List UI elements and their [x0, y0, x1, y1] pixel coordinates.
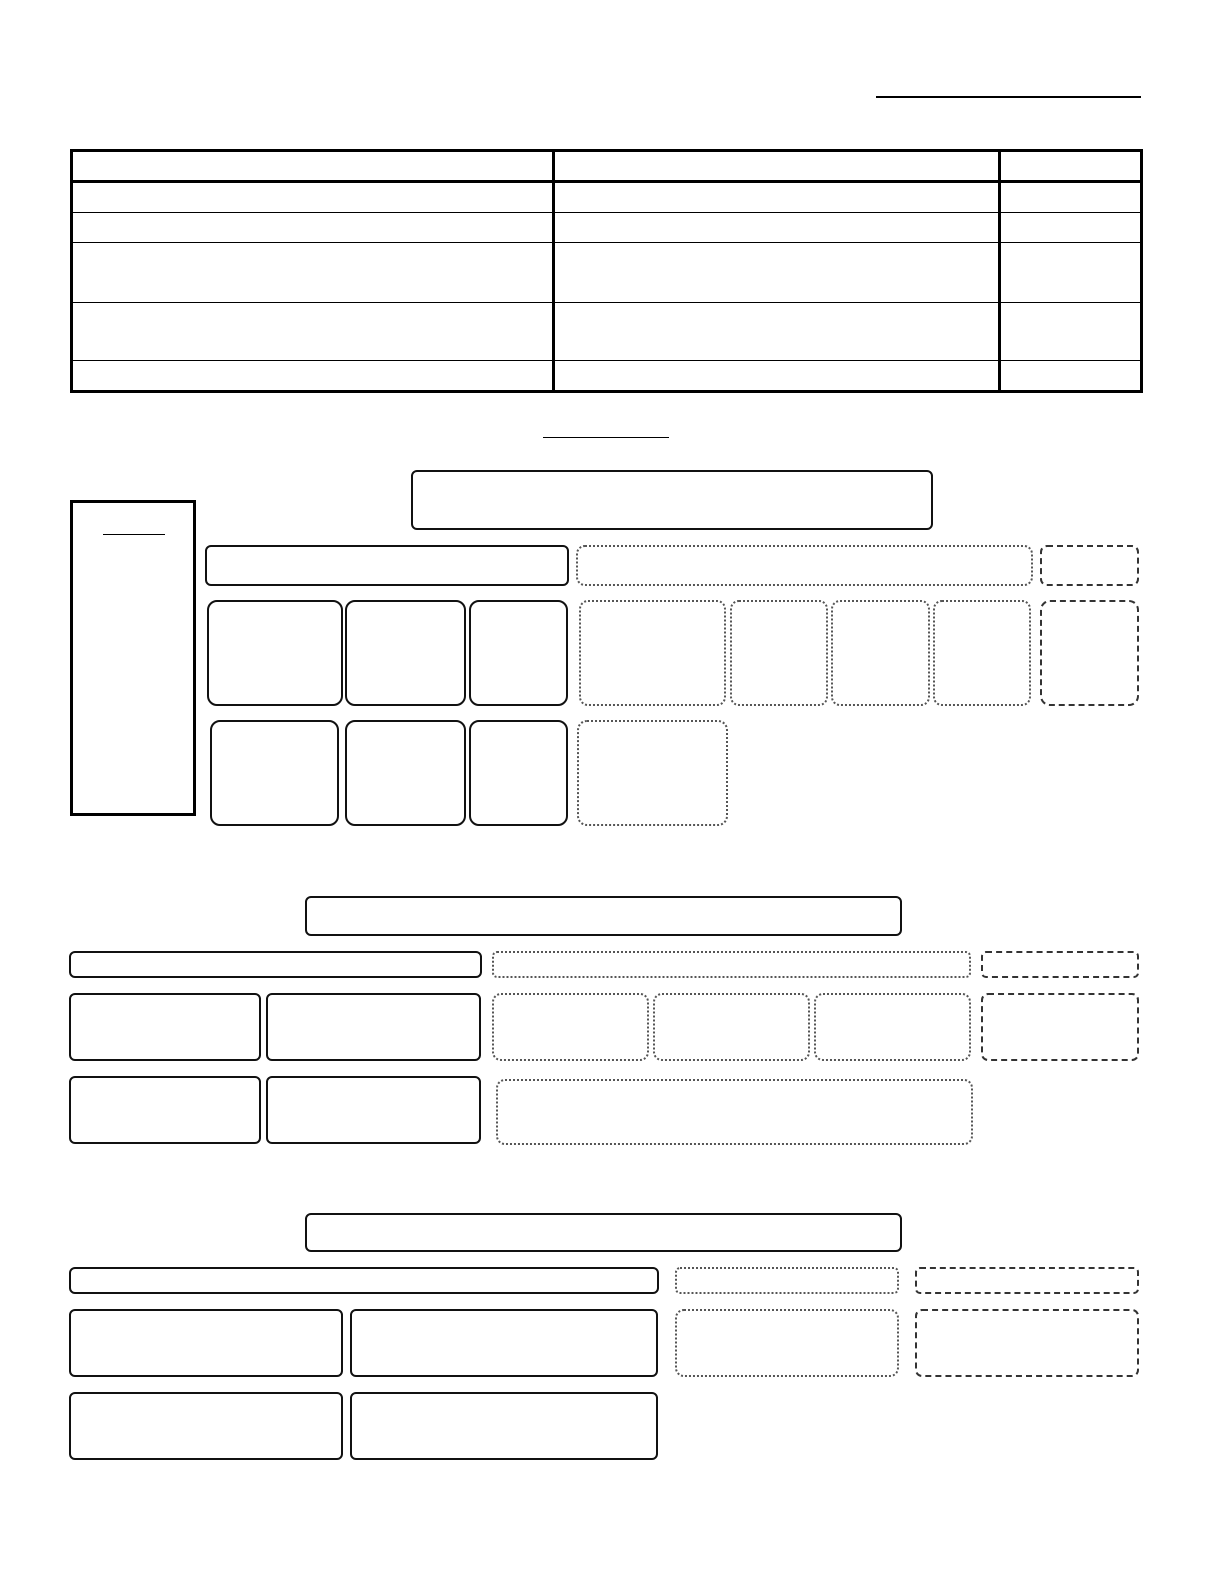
table-cell — [1000, 182, 1142, 213]
chart3-header-solid — [69, 1267, 659, 1294]
chart1-row1-solid-box — [469, 600, 568, 706]
side-panel-title — [103, 534, 165, 535]
chart2-row2-solid-box — [266, 1076, 481, 1144]
chart2-row2-dotted-box — [496, 1079, 973, 1145]
table-row — [72, 303, 1142, 361]
chart1-header-solid — [205, 545, 569, 586]
chart1-header-dashed — [1040, 545, 1139, 586]
table-cell — [554, 243, 1000, 303]
table-header-cell — [1000, 151, 1142, 182]
table-cell — [72, 303, 554, 361]
chart1-row2-solid-box — [469, 720, 568, 826]
table-cell — [72, 243, 554, 303]
chart3-header-dashed — [915, 1267, 1139, 1294]
table-cell — [72, 213, 554, 243]
chart2-row1-solid-box — [266, 993, 481, 1061]
date-line — [876, 96, 1141, 98]
table-header-row — [72, 151, 1142, 182]
chart3-row2-solid-box — [350, 1392, 658, 1460]
info-table — [70, 149, 1143, 393]
table-row — [72, 243, 1142, 303]
chart3-header-dotted — [675, 1267, 899, 1294]
chart2-row1-dashed-box — [981, 993, 1139, 1061]
table-header-cell — [554, 151, 1000, 182]
chart3-row1-dotted-box — [675, 1309, 899, 1377]
chart2-row2-solid-box — [69, 1076, 261, 1144]
table-cell — [554, 213, 1000, 243]
chart2-row1-solid-box — [69, 993, 261, 1061]
side-panel-body — [73, 543, 193, 551]
table-header-cell — [72, 151, 554, 182]
chart2-row1-dotted-box — [653, 993, 810, 1061]
table-row — [72, 361, 1142, 392]
chart2-header-solid — [69, 951, 482, 978]
chart2-header-dotted — [492, 951, 971, 978]
section-title — [543, 437, 669, 438]
chart1-side-panel — [70, 500, 196, 816]
chart1-row2-solid-box — [345, 720, 466, 826]
chart2-top-box — [305, 896, 902, 936]
chart1-row1-dotted-box — [730, 600, 828, 706]
table-cell — [1000, 213, 1142, 243]
chart1-row1-dotted-box — [579, 600, 726, 706]
chart2-row1-dotted-box — [492, 993, 649, 1061]
chart1-row2-dotted-box — [577, 720, 728, 826]
chart3-row1-solid-box — [69, 1309, 343, 1377]
table-row — [72, 213, 1142, 243]
chart2-row1-dotted-box — [814, 993, 971, 1061]
table-cell — [72, 361, 554, 392]
chart1-row1-solid-box — [345, 600, 466, 706]
table-cell — [72, 182, 554, 213]
chart3-row2-solid-box — [69, 1392, 343, 1460]
chart1-row2-solid-box — [210, 720, 339, 826]
chart3-top-box — [305, 1213, 902, 1252]
table-cell — [1000, 243, 1142, 303]
chart1-row1-dotted-box — [933, 600, 1031, 706]
table-cell — [554, 182, 1000, 213]
table-cell — [1000, 361, 1142, 392]
chart2-header-dashed — [981, 951, 1139, 978]
chart3-row1-solid-box — [350, 1309, 658, 1377]
table-cell — [554, 303, 1000, 361]
chart3-row1-dashed-box — [915, 1309, 1139, 1377]
chart1-row1-dotted-box — [831, 600, 930, 706]
chart1-header-dotted — [576, 545, 1033, 586]
chart1-row1-dashed-box — [1040, 600, 1139, 706]
table-row — [72, 182, 1142, 213]
table-cell — [1000, 303, 1142, 361]
chart1-row1-solid-box — [207, 600, 343, 706]
chart1-top-box — [411, 470, 933, 530]
table-cell — [554, 361, 1000, 392]
